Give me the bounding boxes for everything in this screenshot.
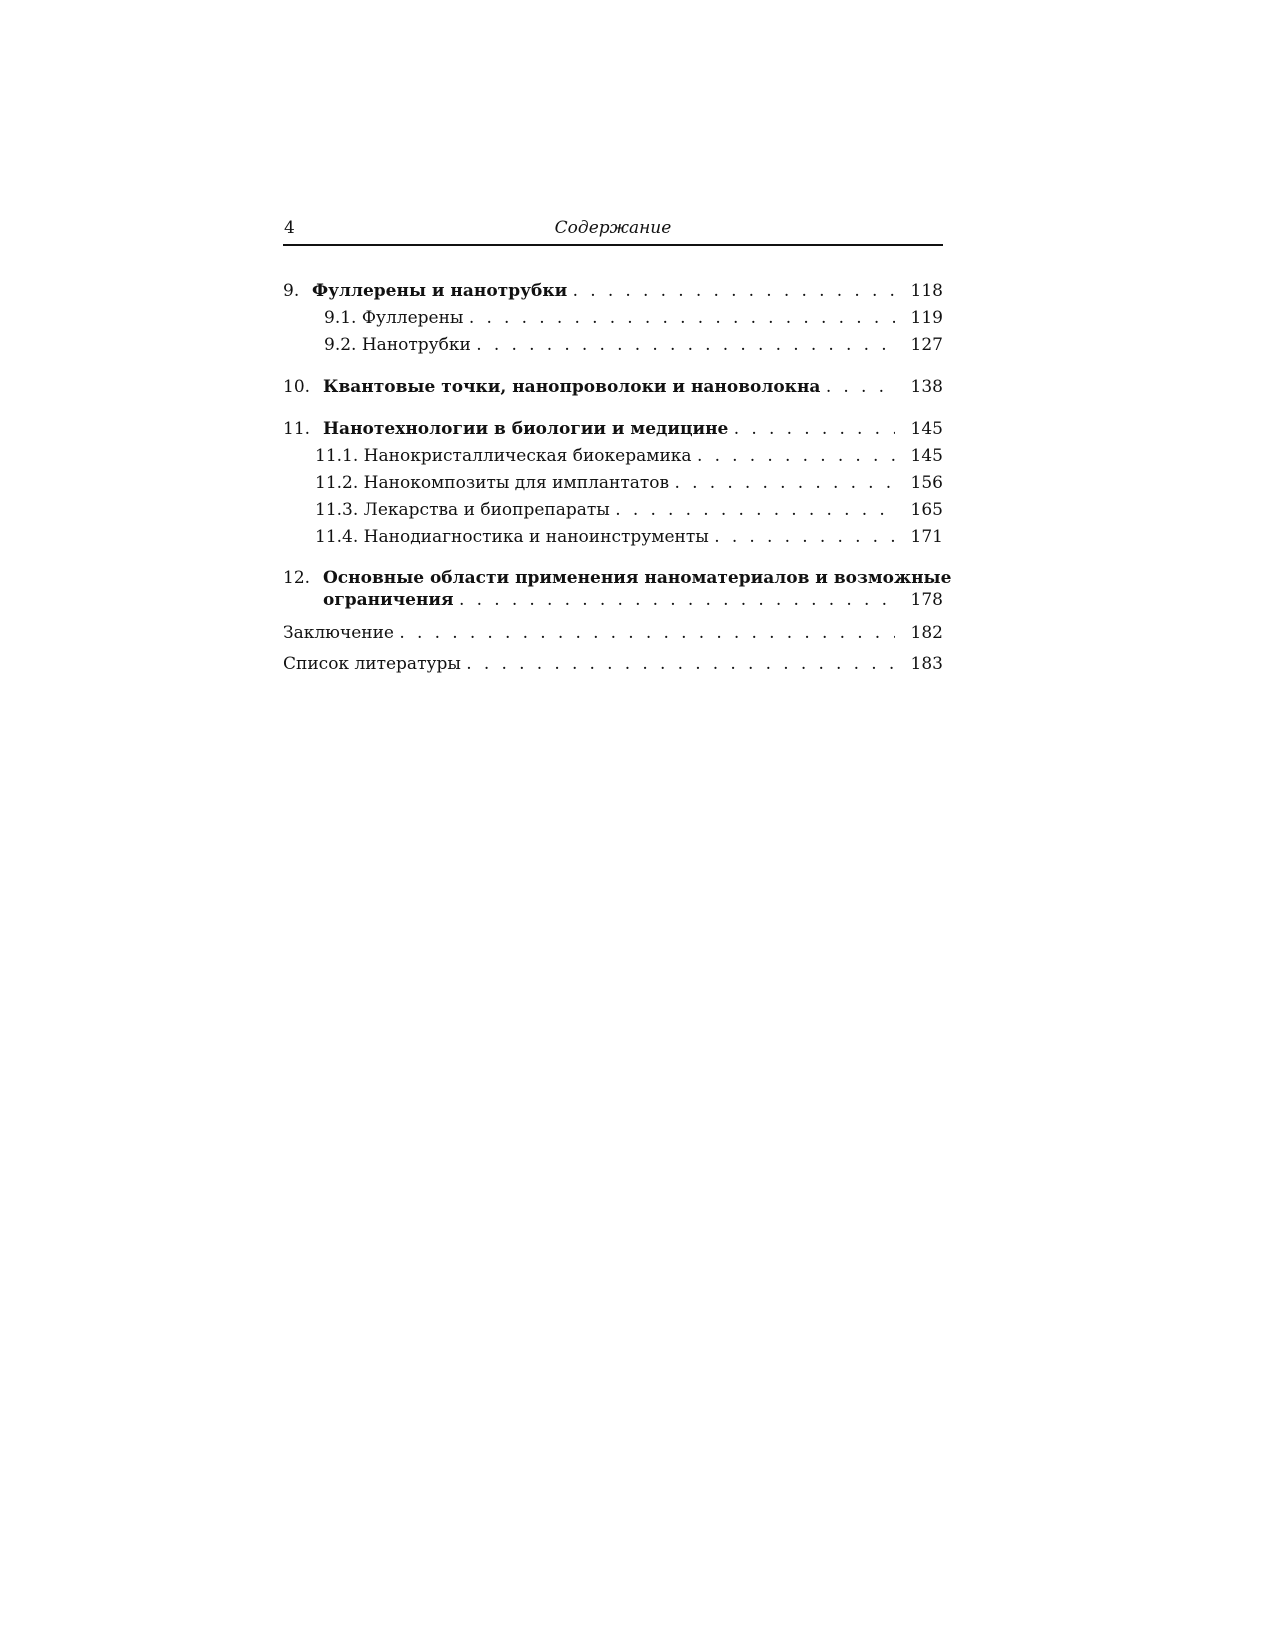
section-number: 11.1. xyxy=(315,446,359,466)
page-ref: 145 xyxy=(910,419,943,439)
section-title: Лекарства и биопрепараты xyxy=(363,500,610,520)
chapter-title-line-2: ограничения xyxy=(323,590,454,610)
toc-entry-section-11-2[interactable] xyxy=(283,471,943,495)
toc-entry-chapter-11[interactable] xyxy=(283,417,943,441)
toc-entry-section-9-1[interactable] xyxy=(283,306,943,330)
toc-entry-references[interactable] xyxy=(283,652,943,676)
section-number: 9.1. xyxy=(324,308,357,328)
section-number: 11.4. xyxy=(315,527,359,547)
page-ref: 182 xyxy=(910,623,943,643)
chapter-number: 9. xyxy=(283,281,300,301)
page-ref: 183 xyxy=(910,654,943,674)
entry-title: Заключение xyxy=(283,623,394,643)
toc-entry-section-11-4[interactable] xyxy=(283,525,943,549)
section-number: 9.2. xyxy=(324,335,357,355)
chapter-number: 10. xyxy=(283,377,311,397)
entry-title: Список литературы xyxy=(283,654,461,674)
toc-entry-chapter-10[interactable] xyxy=(283,375,943,399)
chapter-number: 11. xyxy=(283,419,311,439)
page-ref: 118 xyxy=(910,281,943,301)
toc-entry-conclusion[interactable] xyxy=(283,621,943,645)
running-head xyxy=(283,216,943,246)
page-ref: 119 xyxy=(910,308,943,328)
section-number: 11.2. xyxy=(315,473,359,493)
toc-entry-section-9-2[interactable] xyxy=(283,333,943,357)
toc-entry-chapter-12[interactable] xyxy=(283,567,952,611)
page-ref: 156 xyxy=(910,473,943,493)
section-title: Нанокристаллическая биокерамика xyxy=(363,446,692,466)
page-ref: 178 xyxy=(910,590,943,610)
toc-entry-section-11-3[interactable] xyxy=(283,498,943,522)
chapter-number: 12. xyxy=(283,568,311,588)
section-title: Нанодиагностика и наноинструменты xyxy=(363,527,709,547)
page-ref: 165 xyxy=(910,500,943,520)
toc-entry-chapter-9[interactable] xyxy=(283,279,943,303)
section-title: Нанотрубки xyxy=(361,335,471,355)
page-ref: 171 xyxy=(910,527,943,547)
chapter-title-line-1: Основные области применения наноматериалов и возможные xyxy=(323,568,952,588)
section-title: Фуллерены xyxy=(361,308,464,328)
page-number: 4 xyxy=(284,218,295,238)
page-ref: 138 xyxy=(910,377,943,397)
chapter-title: Нанотехнологии в биологии и медицине xyxy=(323,419,729,439)
book-page xyxy=(283,216,952,674)
toc-entry-section-11-1[interactable] xyxy=(283,444,943,468)
page-ref: 127 xyxy=(910,335,943,355)
section-title: Нанокомпозиты для имплантатов xyxy=(363,473,670,493)
page-ref: 145 xyxy=(910,446,943,466)
section-number: 11.3. xyxy=(315,500,359,520)
running-head-title: Содержание xyxy=(554,218,672,238)
chapter-title: Квантовые точки, нанопроволоки и нановолокна xyxy=(323,377,821,397)
chapter-title: Фуллерены и нанотрубки xyxy=(312,281,568,301)
